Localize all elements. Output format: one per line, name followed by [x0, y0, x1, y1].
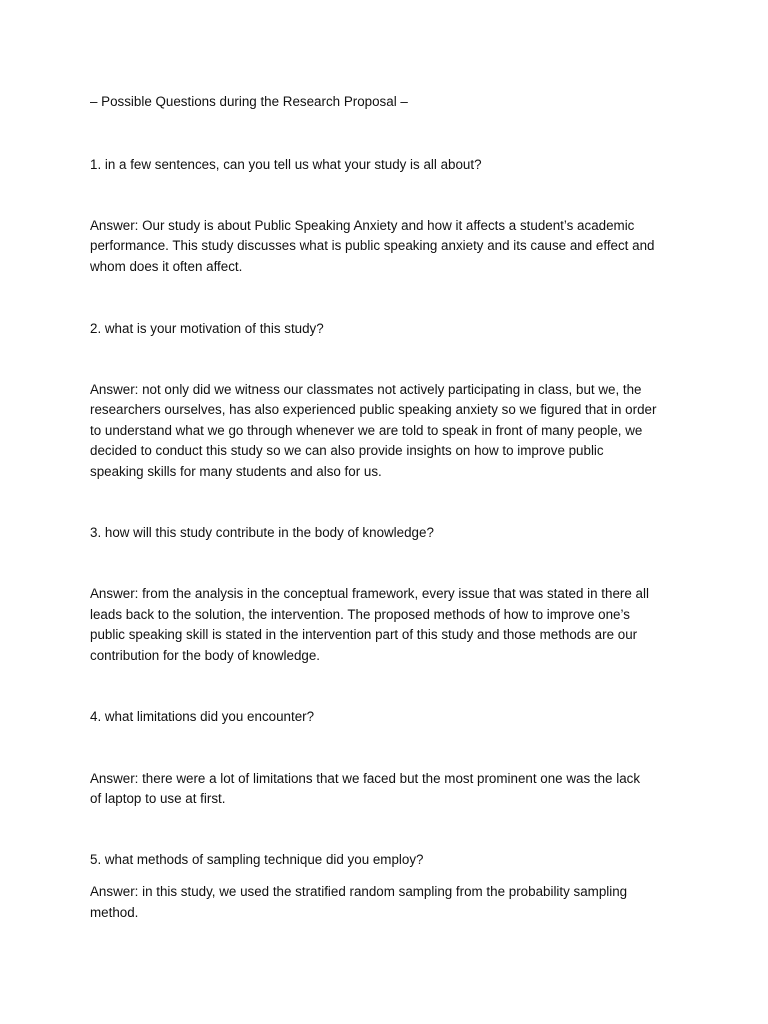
- answer-3-line-4: contribution for the body of knowledge.: [90, 648, 321, 663]
- question-3: 3. how will this study contribute in the body of knowledge?: [90, 525, 434, 540]
- question-1: 1. in a few sentences, can you tell us what your study is all about?: [90, 157, 482, 172]
- answer-2-line-1: Answer: not only did we witness our classmates not actively participating in class, but we, the: [90, 382, 642, 397]
- answer-2-line-2: researchers ourselves, has also experienced public speaking anxiety so we figured that in order: [90, 402, 657, 417]
- question-2: 2. what is your motivation of this study?: [90, 321, 324, 336]
- answer-1-line-1: Answer: Our study is about Public Speaking Anxiety and how it affects a student’s academic: [90, 218, 635, 233]
- answer-5-line-1: Answer: in this study, we used the stratified random sampling from the probability sampling: [90, 884, 628, 899]
- answer-3-line-3: public speaking skill is stated in the intervention part of this study and those methods are our: [90, 627, 638, 642]
- document-heading: – Possible Questions during the Research Proposal –: [90, 94, 408, 109]
- answer-2-line-5: speaking skills for many students and also for us.: [90, 464, 382, 479]
- answer-2-line-4: decided to conduct this study so we can also provide insights on how to improve public: [90, 443, 604, 458]
- answer-4-line-1: Answer: there were a lot of limitations that we faced but the most prominent one was the lack: [90, 771, 641, 786]
- answer-3-line-2: leads back to the solution, the intervention. The proposed methods of how to improve one’s: [90, 607, 630, 622]
- answer-3-line-1: Answer: from the analysis in the conceptual framework, every issue that was stated in there all: [90, 586, 649, 601]
- question-4: 4. what limitations did you encounter?: [90, 709, 315, 724]
- answer-4-line-2: of laptop to use at first.: [90, 791, 226, 806]
- answer-1-line-3: whom does it often affect.: [90, 259, 243, 274]
- answer-5-line-2: method.: [90, 905, 139, 920]
- answer-1-line-2: performance. This study discusses what is public speaking anxiety and its cause and effect and: [90, 238, 655, 253]
- question-5: 5. what methods of sampling technique did you employ?: [90, 852, 424, 867]
- answer-2-line-3: to understand what we go through whenever we are told to speak in front of many people, we: [90, 423, 643, 438]
